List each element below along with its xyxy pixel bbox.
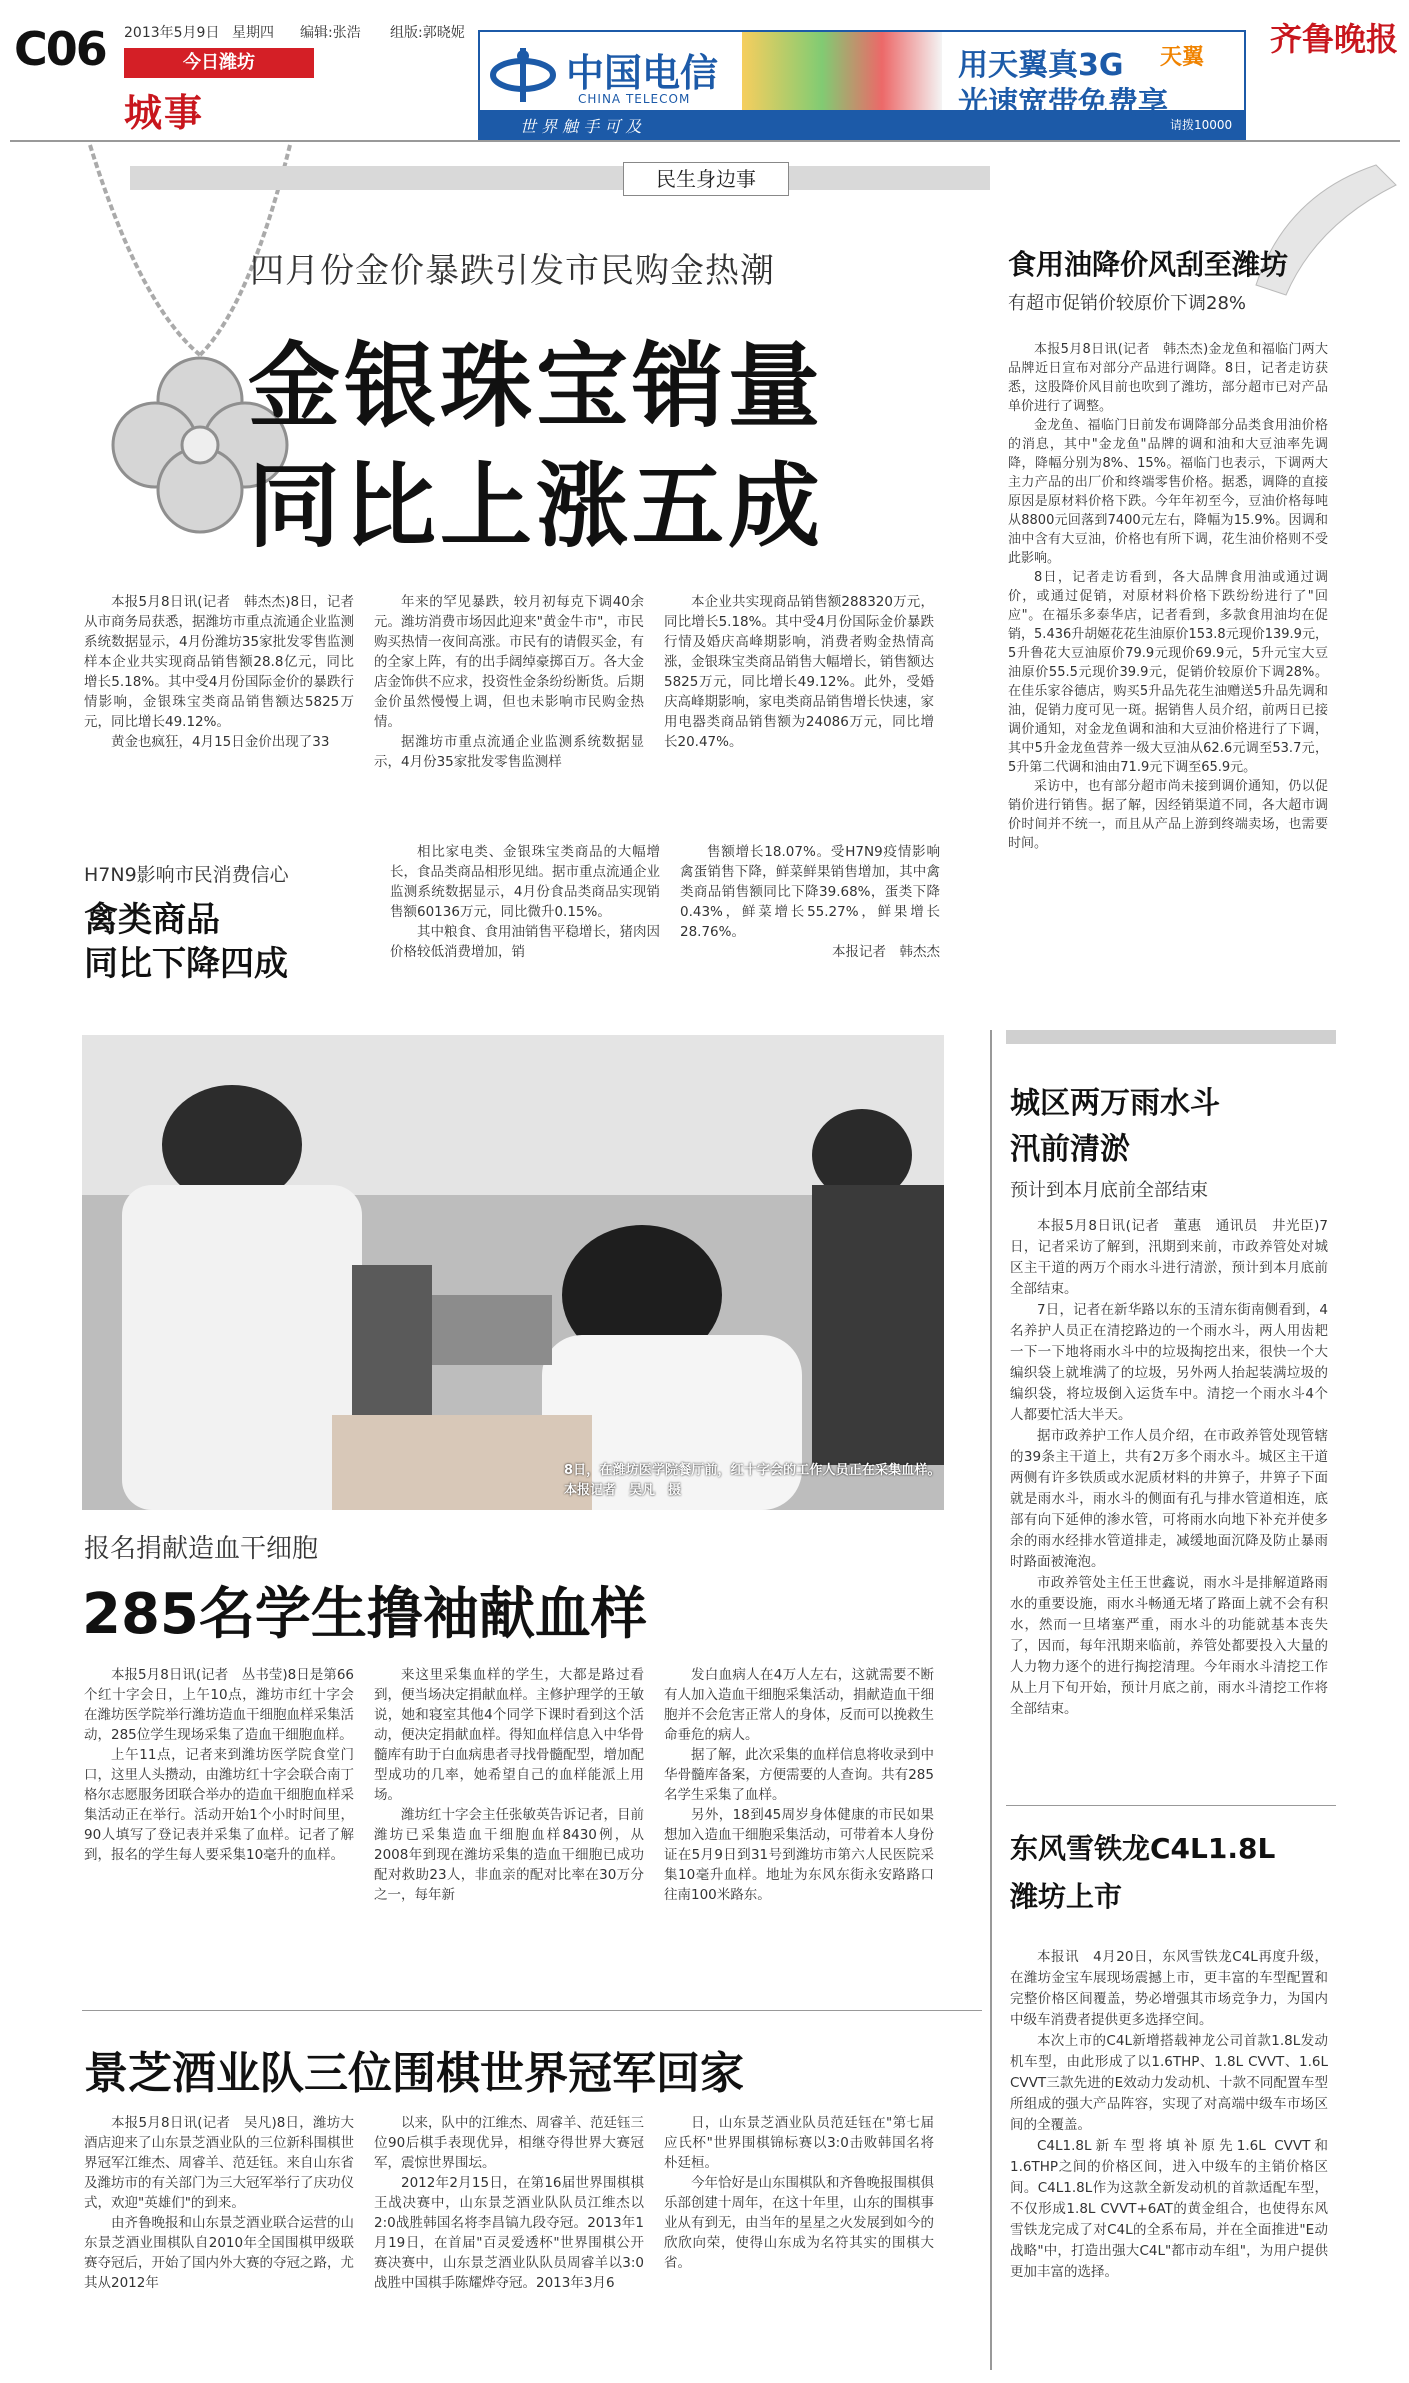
paragraph: 本报5月8日讯(记者 韩杰杰)金龙鱼和福临门两大品牌近日宣布对部分产品进行调降。8日，记者走访获悉，这股降价风目前也吹到了潍坊，部分超市已对产品单价进行了调整。 bbox=[1008, 342, 1328, 414]
blood-headline: 285名学生撸袖献血样 bbox=[82, 1582, 647, 1647]
editor-credit: 编辑:张浩 bbox=[300, 25, 361, 41]
paragraph: 本报5月8日讯(记者 韩杰杰)8日，记者从市商务局获悉，据潍坊市重点流通企业监测系统数据显示，4月份潍坊35家批发零售监测样本企业共实现商品销售额28.8亿元，同比增长5.18%。其中受4月份国际金价的暴跌行情影响，金银珠宝类商品销售额达5825万元，同比增长49.12%。 bbox=[84, 594, 354, 730]
ad-brand-cn: 中国电信 bbox=[566, 50, 719, 95]
weiqi-col-1 bbox=[84, 2113, 354, 2293]
paragraph: 据市政养护工作人员介绍，在市政养管处现管辖的39条主干道上，共有2万多个雨水斗。城区主干道两侧有许多铁质或水泥质材料的井箅子，井箅子下面就是雨水斗，雨水斗的侧面有孔与排水管道相连，底部有向下延伸的渗水管，可将雨水向地下补充并使多余的雨水经排水管道排走，减缓地面沉降及防止暴雨时路面被淹泡。 bbox=[1010, 1428, 1328, 1570]
issue-date: 2013年5月9日 bbox=[124, 25, 220, 41]
paragraph: 本报5月8日讯(记者 丛书莹)8日是第66个红十字会日，上午10点，潍坊市红十字会在潍坊医学院举行潍坊造血干细胞血样采集活动，285位学生现场采集了造血干细胞血样。 bbox=[84, 1667, 354, 1743]
top-story-col-3 bbox=[664, 592, 934, 752]
weiqi-headline: 景芝酒业队三位围棋世界冠军回家 bbox=[84, 2048, 744, 2099]
poultry-headline-2: 同比下降四成 bbox=[84, 944, 288, 984]
photo-scene-icon bbox=[82, 1035, 961, 1510]
top-story bbox=[0, 145, 1000, 845]
poultry-kicker: H7N9影响市民消费信心 bbox=[84, 864, 289, 886]
paragraph: 上午11点，记者来到潍坊医学院食堂门口，这里人头攒动，由潍坊红十字会联合南丁格尔志愿服务团联合举办的造血干细胞血样采集活动正在举行。活动开始1个小时时间里，90人填写了登记表并采集了血样。记者了解到，报名的学生每人要采集10毫升的血样。 bbox=[84, 1747, 354, 1863]
telecom-logo-icon bbox=[488, 44, 558, 106]
section-name: 城事 bbox=[124, 91, 205, 135]
issue-weekday: 星期四 bbox=[232, 25, 274, 41]
designer-credit: 组版:郭晓妮 bbox=[390, 25, 465, 41]
weiqi-col-2 bbox=[374, 2113, 644, 2293]
paragraph: 7日，记者在新华路以东的玉清东街南侧看到，4名养护人员正在清挖路边的一个雨水斗，两人用齿耙一下一下地将雨水斗中的垃圾掏挖出来，很快一个大编织袋上就堆满了的垃圾，另外两人抬起装满垃圾的编织袋，将垃圾倒入运货车中。清挖一个雨水斗4个人都要忙活大半天。 bbox=[1010, 1302, 1328, 1423]
drain-subhead: 预计到本月底前全部结束 bbox=[1010, 1180, 1208, 1201]
paragraph: 以来，队中的江维杰、周睿羊、范廷钰三位90后棋手表现优异，相继夺得世界大赛冠军，震惊世界围坛。 bbox=[374, 2115, 644, 2171]
photo-caption: 8日，在潍坊医学院餐厅前，红十字会的工作人员正在采集血样。 本报记者 吴凡 摄 bbox=[564, 1463, 961, 1498]
paragraph: 据潍坊市重点流通企业监测系统数据显示，4月份35家批发零售监测样 bbox=[374, 734, 644, 770]
masthead bbox=[0, 0, 1409, 140]
paragraph: 售额增长18.07%。受H7N9疫情影响禽蛋销售下降，鲜菜鲜果销售增加，其中禽类商品销售额同比下降39.68%，蛋类下降0.43%，鲜菜增长55.27%，鲜果增长28.76%。 bbox=[680, 844, 940, 940]
poultry-headline-1: 禽类商品 bbox=[84, 900, 220, 940]
poultry-story bbox=[0, 842, 1000, 1012]
paragraph: 由齐鲁晚报和山东景芝酒业联合运营的山东景芝酒业围棋队自2010年全国围棋甲级联赛夺冠后，开始了国内外大赛的夺冠之路，尤其从2012年 bbox=[84, 2215, 354, 2291]
ad-brand-en: CHINA TELECOM bbox=[578, 92, 691, 106]
car-story bbox=[996, 1805, 1406, 2380]
blood-col-2 bbox=[374, 1665, 644, 1905]
paragraph: 金龙鱼、福临门日前发布调降部分品类食用油价格的消息，其中"金龙鱼"品牌的调和油和大豆油率先调降，降幅分别为8%、15%。福临门也表示，下调两大主力产品的出厂价和终端零售价格。据悉，调降的直接原因是原材料价格下跌。今年年初至今，豆油价格每吨从8800元回落到7400元左右，降幅为15.9%。因调和油中含有大豆油，价格也有所下调，花生油价格则不受此影响。 bbox=[1008, 418, 1328, 566]
oil-body bbox=[1008, 340, 1328, 853]
paragraph: 相比家电类、金银珠宝类商品的大幅增长，食品类商品相形见绌。据市重点流通企业监测系统数据显示，4月份食品类商品实现销售额60136万元，同比微升0.15%。 bbox=[390, 844, 660, 920]
paragraph: C4L1.8L新车型将填补原先1.6L CVVT和1.6THP之间的价格区间，进入中级车的主销价格区间。C4L1.8L作为这款全新发动机的首款适配车型，不仅形成1.8L CVVT+6AT的黄金组合，也使得东风雪铁龙完成了对C4L的全系布局，并在全面推进"E动战略"中，打造出强大C4L"都市动车组"，为用户提供更加丰富的选择。 bbox=[1010, 2138, 1328, 2280]
paragraph: 本报讯 4月20日，东风雪铁龙C4L再度升级，在潍坊金宝车展现场震撼上市，更丰富的车型配置和完整价格区间覆盖，势必增强其市场竞争力，为国内中级车消费者提供更多选择空间。 bbox=[1010, 1949, 1328, 2028]
paragraph: 市政养管处主任王世鑫说，雨水斗是排解道路雨水的重要设施，雨水斗畅通无堵了路面上就不会有积水，然而一旦堵塞严重，雨水斗的功能就基本丧失了，因而，每年汛期来临前，养管处都要投入大量的人力物力逐个的进行掏挖清理。今年雨水斗清挖工作从上月下旬开始，预计月底之前，雨水斗清挖工作将全部结束。 bbox=[1010, 1575, 1328, 1717]
paragraph: 年来的罕见暴跌，较月初每克下调40余元。潍坊消费市场因此迎来"黄金牛市"，市民购买热情一夜间高涨。市民有的请假买金，有的全家上阵，有的出手阔绰豪掷百万。各大金店金饰供不应求，投资性金条纷纷断货。后期金价虽然慢慢上调，但也未影响市民购金热情。 bbox=[374, 594, 644, 730]
car-top-rule bbox=[1006, 1805, 1336, 1806]
oil-story bbox=[996, 145, 1406, 995]
top-story-col-1 bbox=[84, 592, 354, 752]
oil-subhead: 有超市促销价较原价下调28% bbox=[1008, 293, 1247, 314]
paragraph: 发白血病人在4万人左右，这就需要不断有人加入造血干细胞采集活动，捐献造血干细胞并不会危害正常人的身体，反而可以挽救生命垂危的病人。 bbox=[664, 1667, 934, 1743]
blood-col-3 bbox=[664, 1665, 934, 1905]
weiqi-story bbox=[0, 2015, 990, 2383]
paragraph: 本次上市的C4L新增搭载神龙公司首款1.8L发动机车型，由此形成了以1.6THP、1.8L CVVT、1.6L CVVT三款先进的E效动力发动机、十款不同配置车型所组成的强大产品阵容，实现了对高端中级车市场区间的全覆盖。 bbox=[1010, 2033, 1328, 2133]
poultry-col-2 bbox=[680, 842, 940, 962]
blood-sampling-photo bbox=[82, 1035, 961, 1510]
paragraph: 日，山东景芝酒业队员范廷钰在"第七届应氏杯"世界围棋锦标赛以3:0击败韩国名将朴廷桓。 bbox=[664, 2115, 934, 2171]
masthead-rule bbox=[10, 140, 1400, 142]
paper-name: 齐鲁晚报 bbox=[1270, 20, 1399, 58]
ad-slogan-1: 用天翼真3G bbox=[958, 48, 1124, 83]
weiqi-top-rule bbox=[82, 2010, 982, 2011]
category-banner bbox=[130, 166, 990, 190]
paragraph: 8日，记者走访看到，各大品牌食用油或通过调价，或通过促销，对原材料价格下跌纷纷进行了"回应"。在福乐多泰华店，记者看到，多款食用油均在促销，5.436升胡姬花花生油原价153.8元现价139.9元，5升鲁花大豆油原价79.9元现价69.9元，5升元宝大豆油原价55.5元现价39.9元，促销价较原价下调28%。在佳乐家谷德店，购买5升品先花生油赠送5升品先调和油，促销力度可见一斑。据销售人员介绍，前两日已接调价通知，对金龙鱼调和油和大豆油价格进行了下调，其中5升金龙鱼营养一级大豆油从62.6元调至53.7元，5升第二代调和油由71.9元下调至65.9元。 bbox=[1008, 570, 1328, 775]
kicker: 四月份金价暴跌引发市民购金热潮 bbox=[250, 251, 775, 291]
headline-line-1: 金银珠宝销量 bbox=[248, 333, 825, 440]
drain-header-band bbox=[1006, 1030, 1336, 1044]
car-headline-1: 东风雪铁龙C4L1.8L bbox=[1010, 1832, 1276, 1865]
paragraph: 本报5月8日讯(记者 吴凡)8日，潍坊大酒店迎来了山东景芝酒业队的三位新科围棋世界冠军江维杰、周睿羊、范廷钰。来自山东省及潍坊市的有关部门为三大冠军举行了庆功仪式，欢迎"英雄们"的到来。 bbox=[84, 2115, 354, 2211]
paragraph: 采访中，也有部分超市尚未接到调价通知，仍以促销价进行销售。据了解，因经销渠道不同，各大超市调价时间并不统一，而且从产品上游到终端卖场，也需要时间。 bbox=[1008, 779, 1328, 851]
paragraph: 其中粮食、食用油销售平稳增长，猪肉因价格较低消费增加，销 bbox=[390, 924, 660, 960]
paragraph: 据了解，此次采集的血样信息将收录到中华骨髓库备案，方便需要的人查询。共有285名学生采集了血样。 bbox=[664, 1747, 934, 1803]
headline-line-2: 同比上涨五成 bbox=[248, 453, 825, 560]
oil-headline: 食用油降价风刮至潍坊 bbox=[1008, 248, 1289, 281]
ad-slogan-2: 光速宽带免费享 bbox=[958, 86, 1168, 121]
car-headline-2: 潍坊上市 bbox=[1010, 1880, 1123, 1913]
drain-headline-2: 汛前清淤 bbox=[1010, 1132, 1130, 1167]
telecom-ad bbox=[478, 30, 1246, 142]
column-divider bbox=[990, 1030, 992, 2370]
paragraph: 本报5月8日讯(记者 董惠 通讯员 井光臣)7日，记者采访了解到，汛期到来前，市政养管处对城区主干道的两万个雨水斗进行清淤，预计到本月底前全部结束。 bbox=[1010, 1218, 1328, 1297]
ad-motto-text: 世 界 触 手 可 及 bbox=[520, 117, 642, 136]
car-body bbox=[1010, 1947, 1328, 2283]
ad-logo-tianyi: 天翼 bbox=[1160, 45, 1205, 70]
drain-body bbox=[1010, 1216, 1328, 1720]
blood-col-1 bbox=[84, 1665, 354, 1865]
top-story-col-2 bbox=[374, 592, 644, 772]
drain-story bbox=[996, 1030, 1406, 1800]
paragraph: 本企业共实现商品销售额288320万元，同比增长5.18%。其中受4月份国际金价暴跌行情及婚庆高峰期影响，消费者购金热情高涨，金银珠宝类商品销售大幅增长，销售额达5825万元，同比增长49.12%。此外，受婚庆高峰期影响，家电类商品销售增长快速，家用电器类商品销售额为24086万元，同比增长20.47%。 bbox=[664, 594, 934, 750]
drain-headline-1: 城区两万雨水斗 bbox=[1010, 1086, 1220, 1121]
paragraph: 潍坊红十字会主任张敏英告诉记者，目前潍坊已采集造血干细胞血样8430例，从2008年到现在潍坊采集的造血干细胞已成功配对救助23人，非血亲的配对比率在30万分之一，每年新 bbox=[374, 1807, 644, 1903]
blood-story bbox=[0, 1510, 990, 2020]
weiqi-col-3 bbox=[664, 2113, 934, 2273]
paragraph: 2012年2月15日，在第16届世界围棋棋王战决赛中，山东景芝酒业队队员江维杰以2:0战胜韩国名将李昌镐九段夺冠。2013年1月19日，在首届"百灵爱透杯"世界围棋公开赛决赛中，山东景芝酒业队队员周睿羊以3:0战胜中国棋手陈耀烨夺冠。2013年3月6 bbox=[374, 2175, 644, 2291]
paragraph: 今年恰好是山东围棋队和齐鲁晚报围棋俱乐部创建十周年，在这十年里，山东的围棋事业从有到无，由当年的星星之火发展到如今的欣欣向荣，使得山东成为名符其实的围棋大省。 bbox=[664, 2175, 934, 2271]
section-tag: 今日潍坊 bbox=[124, 48, 314, 78]
ad-hotline: 请拨10000 bbox=[1170, 118, 1233, 132]
byline: 本报记者 韩杰杰 bbox=[832, 944, 940, 960]
poultry-col-1 bbox=[390, 842, 660, 962]
blood-kicker: 报名捐献造血干细胞 bbox=[84, 1534, 319, 1564]
paragraph: 黄金也疯狂，4月15日金价出现了33 bbox=[111, 734, 330, 750]
category-label: 民生身边事 bbox=[623, 162, 789, 196]
paragraph: 另外，18到45周岁身体健康的市民如果想加入造血干细胞采集活动，可带着本人身份证在5月9日到31号到潍坊市第六人民医院采集10毫升血样。地址为东风东街永安路路口往南100米路东。 bbox=[664, 1807, 934, 1903]
ad-people-photo bbox=[742, 32, 942, 110]
paragraph: 来这里采集血样的学生，大都是路过看到，便当场决定捐献血样。主修护理学的王敏说，她和寝室其他4个同学下课时看到这个活动，便决定捐献血样。得知血样信息入中华骨髓库有助于白血病患者寻找骨髓配型，增加配型成功的几率，她希望自己的血样能派上用场。 bbox=[374, 1667, 644, 1803]
page-number: C06 bbox=[14, 22, 106, 76]
